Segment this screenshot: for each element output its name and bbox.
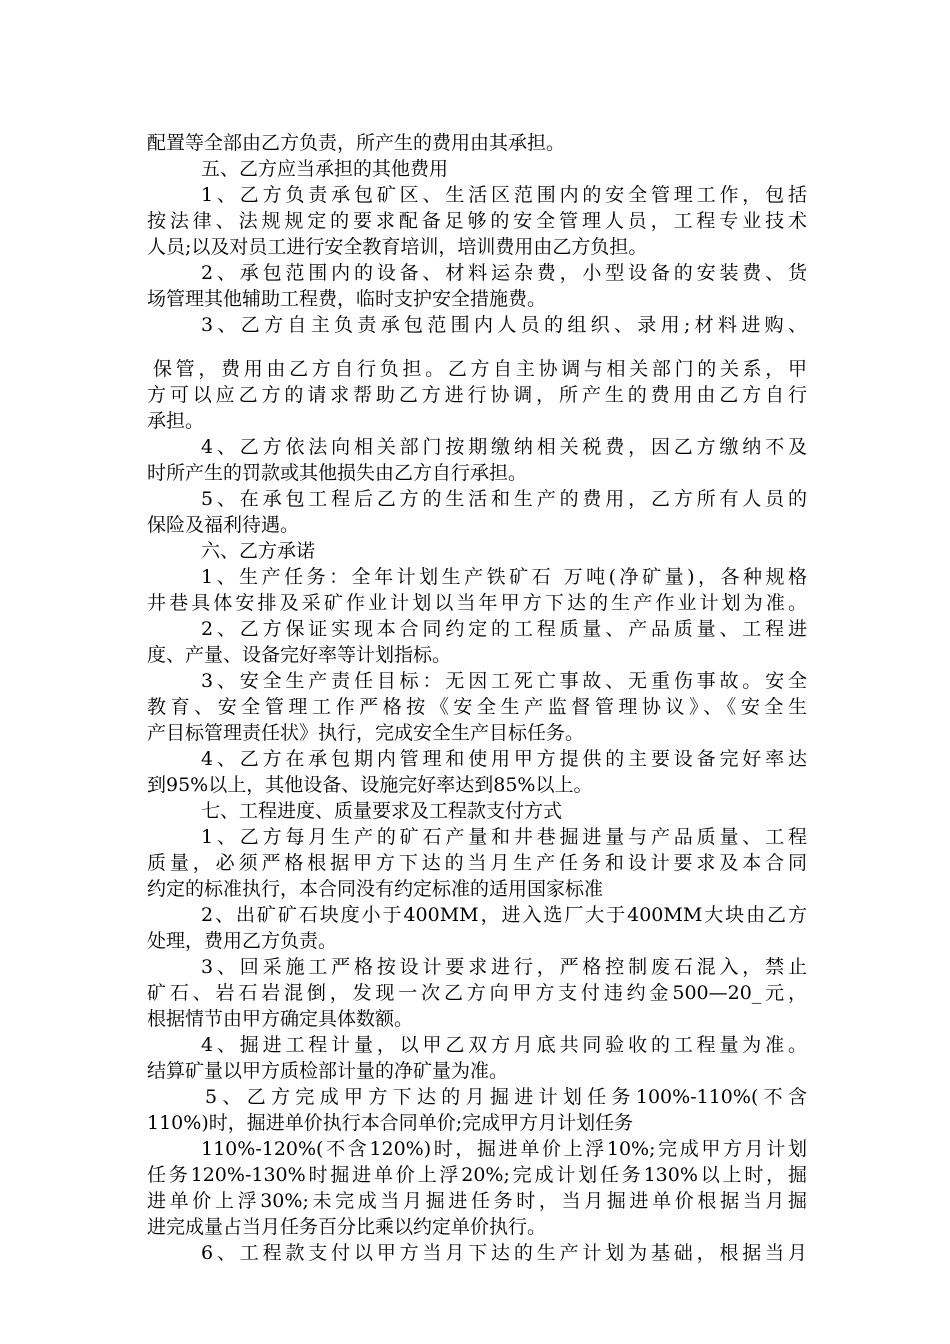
text-line: 进单价上浮30%;未完成当月掘进任务时，当月掘进单价根据当月掘 [147, 1190, 807, 1212]
text-line: 110%)时，掘进单价执行本合同单价;完成甲方月计划任务 [147, 1112, 634, 1134]
text-line: 产目标管理责任状》执行，完成安全生产目标任务。 [147, 722, 585, 744]
section-heading: 六、乙方承诺 [201, 540, 316, 562]
section-heading: 五、乙方应当承担的其他费用 [201, 158, 449, 180]
text-line: 进完成量占当月任务百分比乘以约定单价执行。 [147, 1216, 547, 1238]
text-line: 任务120%-130%时掘进单价上浮20%;完成计划任务130%以上时，掘 [147, 1164, 807, 1186]
text-line: 6、工程款支付以甲方当月下达的生产计划为基础，根据当月 [201, 1242, 807, 1264]
text-line: 4、乙方在承包期内管理和使用甲方提供的主要设备完好率达 [201, 748, 807, 770]
text-line: 2、承包范围内的设备、材料运杂费，小型设备的安装费、货 [201, 262, 807, 284]
text-line: 1、乙方每月生产的矿石产量和井巷掘进量与产品质量、工程 [201, 826, 807, 848]
text-line: 保管，费用由乙方自行负担。乙方自主协调与相关部门的关系，甲 [153, 358, 807, 380]
text-line: 约定的标准执行，本合同没有约定标准的适用国家标准 [147, 878, 604, 900]
text-line: 3、回采施工严格按设计要求进行，严格控制废石混入，禁止 [201, 956, 807, 978]
text-line: 2、出矿矿石块度小于400MM，进入选厂大于400MM大块由乙方 [201, 904, 807, 926]
section-heading: 七、工程进度、质量要求及工程款支付方式 [201, 800, 563, 822]
text-line: 承担。 [147, 410, 205, 432]
text-line: 保险及福利待遇。 [147, 514, 300, 536]
text-line: 根据情节由甲方确定具体数额。 [147, 1008, 414, 1030]
text-line: 4、掘进工程计量，以甲乙双方月底共同验收的工程量为准。 [201, 1034, 807, 1056]
text-line: 配置等全部由乙方负责，所产生的费用由其承担。 [147, 132, 566, 154]
text-line: 质量，必须严格根据甲方下达的当月生产任务和设计要求及本合同 [147, 852, 807, 874]
text-line: 1、生产任务：全年计划生产铁矿石 万吨(净矿量)，各种规格 [201, 566, 807, 588]
text-line: 场管理其他辅助工程费，临时支护安全措施费。 [147, 288, 547, 310]
text-line: 5、乙方完成甲方下达的月掘进计划任务100%-110%(不含 [205, 1086, 807, 1108]
text-line: 度、产量、设备完好率等计划指标。 [147, 644, 452, 666]
text-line: 井巷具体安排及采矿作业计划以当年甲方下达的生产作业计划为准。 [147, 592, 807, 614]
text-line: 3、安全生产责任目标：无因工死亡事故、无重伤事故。安全 [201, 670, 807, 692]
text-line: 到95%以上，其他设备、设施完好率达到85%以上。 [147, 774, 593, 796]
text-line: 方可以应乙方的请求帮助乙方进行协调，所产生的费用由乙方自行 [147, 384, 807, 406]
text-line: 1、乙方负责承包矿区、生活区范围内的安全管理工作，包括 [201, 184, 807, 206]
text-line: 矿石、岩石岩混倒，发现一次乙方向甲方支付违约金500—20_元， [147, 982, 807, 1004]
text-line: 时所产生的罚款或其他损失由乙方自行承担。 [147, 462, 528, 484]
text-line: 4、乙方依法向相关部门按期缴纳相关税费，因乙方缴纳不及 [201, 436, 807, 458]
text-line: 按法律、法规规定的要求配备足够的安全管理人员，工程专业技术 [147, 210, 807, 232]
text-line: 结算矿量以甲方质检部计量的净矿量为准。 [147, 1060, 509, 1082]
text-line: 2、乙方保证实现本合同约定的工程质量、产品质量、工程进 [201, 618, 807, 640]
text-line: 3、乙方自主负责承包范围内人员的组织、录用;材料进购、 [201, 314, 807, 336]
text-line: 110%-120%(不含120%)时，掘进单价上浮10%;完成甲方月计划 [201, 1138, 807, 1160]
text-line: 处理，费用乙方负责。 [147, 930, 338, 952]
text-line: 教育、安全管理工作严格按《安全生产监督管理协议》、《安全生 [147, 696, 807, 718]
text-line: 5、在承包工程后乙方的生活和生产的费用，乙方所有人员的 [201, 488, 807, 510]
text-line: 人员;以及对员工进行安全教育培训，培训费用由乙方负担。 [147, 236, 648, 258]
